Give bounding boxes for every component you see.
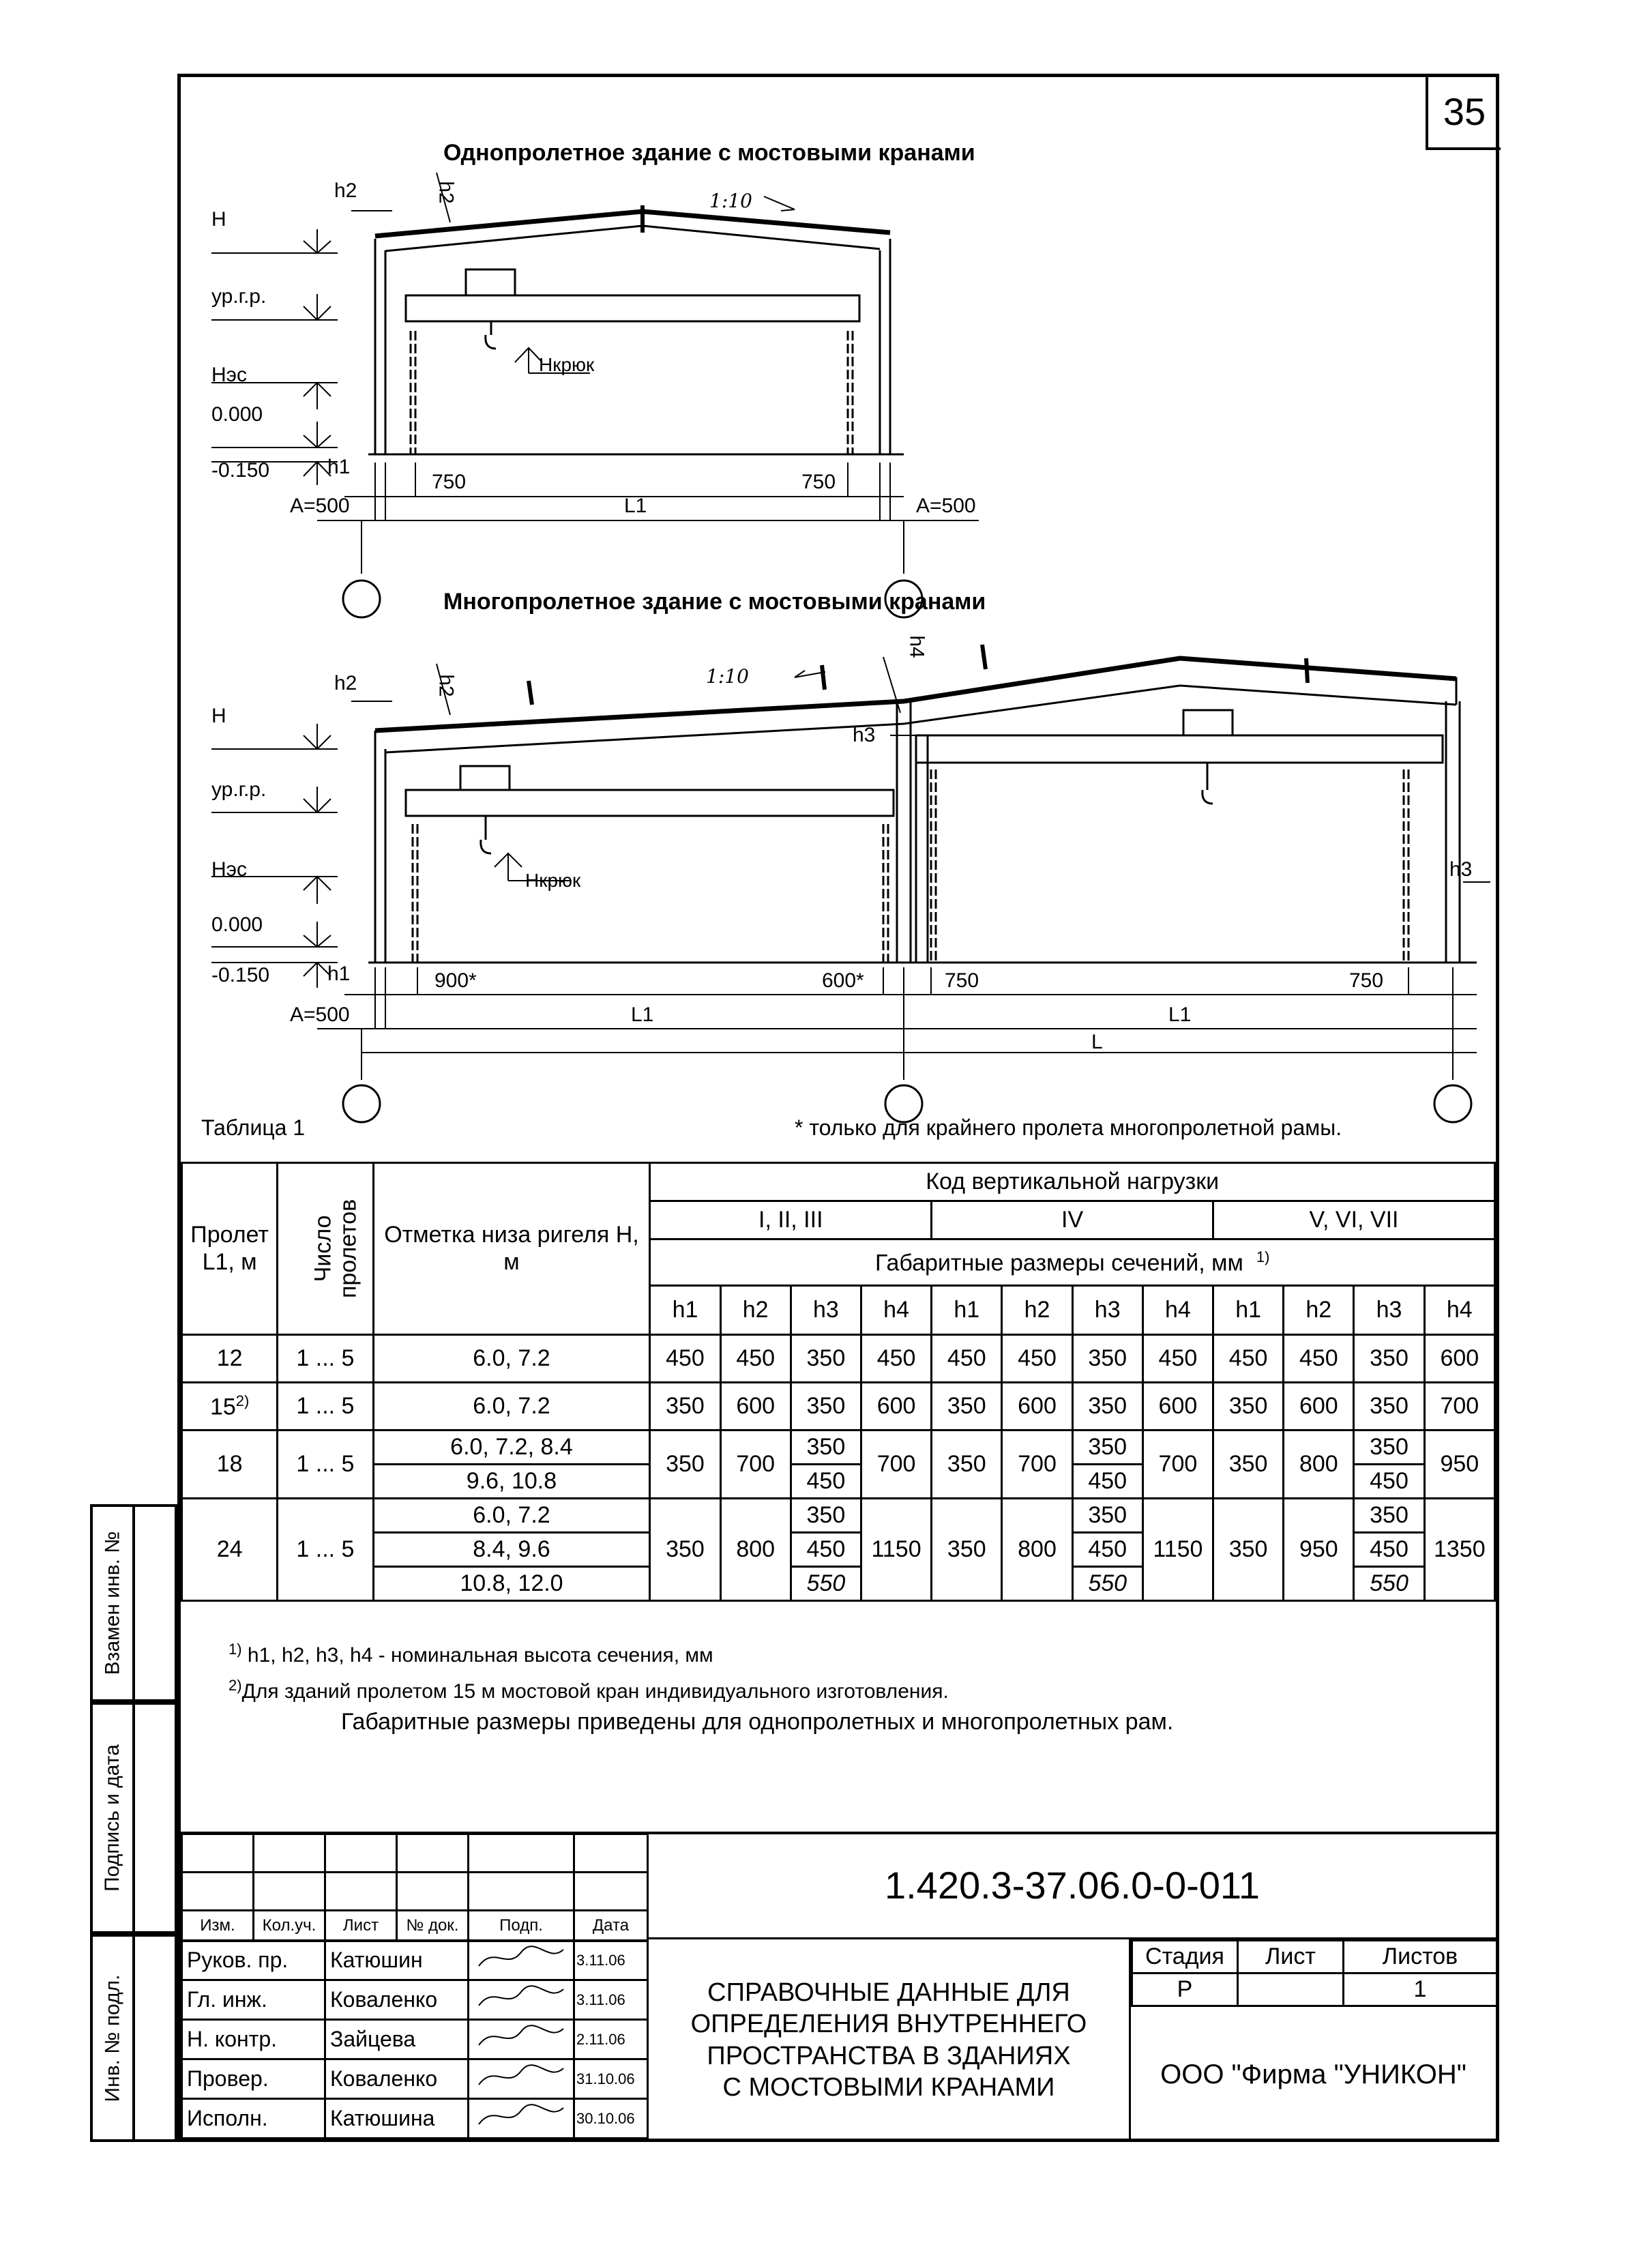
cell-value: 950 — [1424, 1430, 1494, 1499]
cell-value: 550 — [791, 1567, 861, 1601]
document-title: СПРАВОЧНЫЕ ДАННЫЕ ДЛЯ ОПРЕДЕЛЕНИЯ ВНУТРЕННЕГО ПРОСТРАНСТВА В ЗДАНИЯХ С МОСТОВЫМИ КРАНАМИ — [647, 1939, 1131, 2141]
cell-value: 600 — [1142, 1383, 1213, 1430]
cell-value: 600 — [1284, 1383, 1354, 1430]
dim2-750-left: 750 — [945, 969, 979, 992]
signature-mark — [469, 1980, 574, 2020]
sign-date: 31.10.06 — [574, 2059, 648, 2099]
cell-value: 450 — [791, 1465, 861, 1499]
label-h1: h1 — [327, 456, 351, 478]
label2-h2a: h2 — [334, 672, 357, 694]
column-header-9: h1 — [1213, 1286, 1284, 1335]
cell-value: 450 — [1142, 1335, 1213, 1383]
cell-value: 450 — [650, 1335, 720, 1383]
dimensions-table — [181, 1162, 1496, 1602]
column-header-3: h3 — [791, 1286, 861, 1335]
revision-header-2: Кол.уч. — [254, 1911, 325, 1941]
cell-value: 450 — [1354, 1533, 1424, 1567]
revision-table — [181, 1833, 649, 1942]
signature-row — [182, 2099, 648, 2139]
signature-row — [182, 2020, 648, 2059]
cell-count: 1 ... 5 — [278, 1383, 373, 1430]
group-1: I, II, III — [650, 1201, 932, 1239]
label-hook: Нкрюк — [539, 354, 595, 375]
cell-height: 10.8, 12.0 — [373, 1567, 650, 1601]
stage-value: Р — [1132, 1973, 1238, 2006]
footnote-star: * только для крайнего пролета многопролетной рамы. — [795, 1115, 1342, 1140]
handwritten-signature-icon — [473, 2022, 569, 2052]
signer-name: Зайцева — [325, 2020, 469, 2059]
dim2-900: 900* — [434, 969, 477, 992]
cell-value: 350 — [650, 1383, 720, 1430]
dim-750-left: 750 — [432, 471, 467, 493]
signer-name: Коваленко — [325, 2059, 469, 2099]
cell-value: 350 — [791, 1335, 861, 1383]
stage-label: Стадия — [1132, 1941, 1238, 1973]
side-sign-label: Подпись и дата — [101, 1744, 123, 1892]
label2-h3b: h3 — [1449, 858, 1473, 881]
signer-role: Н. контр. — [182, 2020, 325, 2059]
dim2-l: L — [1091, 1031, 1103, 1053]
label2-h4: h4 — [905, 635, 928, 658]
revision-header-3: Лист — [325, 1911, 397, 1941]
cell-value: 550 — [1354, 1567, 1424, 1601]
side-inv-label: Инв. № подл. — [101, 1974, 123, 2102]
column-header-6: h2 — [1002, 1286, 1072, 1335]
sheets-label: Листов — [1344, 1941, 1497, 1973]
signatures-table — [181, 1939, 649, 2139]
cell-value: 350 — [1072, 1383, 1142, 1430]
cell-value: 350 — [932, 1383, 1002, 1430]
table-row — [182, 1499, 1495, 1533]
sheet-value — [1238, 1973, 1344, 2006]
label2-H: H — [211, 705, 226, 727]
document-code: 1.420.3-37.06.0-0-011 — [647, 1833, 1496, 1939]
cell-value: 350 — [650, 1430, 720, 1499]
cell-height: 6.0, 7.2, 8.4 — [373, 1430, 650, 1465]
cell-value: 350 — [791, 1383, 861, 1430]
signer-role: Руков. пр. — [182, 1941, 325, 1980]
column-header-4: h4 — [861, 1286, 931, 1335]
cell-value: 350 — [1072, 1499, 1142, 1533]
side-replace-box — [90, 1504, 177, 1702]
cell-value: 350 — [1213, 1430, 1284, 1499]
cell-height: 8.4, 9.6 — [373, 1533, 650, 1567]
cell-span: 24 — [182, 1499, 278, 1601]
header-dims: Габаритные размеры сечений, мм $^{1)}$ — [650, 1239, 1495, 1286]
table-row — [182, 1430, 1495, 1465]
note-3: Габаритные размеры приведены для однопролетных и многопролетных рам. — [341, 1709, 1174, 1735]
cell-value: 1150 — [1142, 1499, 1213, 1601]
company-name: ООО "Фирма "УНИКОН" — [1160, 2059, 1466, 2089]
cell-value: 450 — [1072, 1533, 1142, 1567]
signer-role: Гл. инж. — [182, 1980, 325, 2020]
cell-value: 350 — [650, 1499, 720, 1601]
label2-h3a: h3 — [853, 724, 876, 746]
cell-height: 6.0, 7.2 — [373, 1383, 650, 1430]
side-inv-box — [90, 1934, 177, 2142]
label-slope: 1:10 — [709, 190, 752, 212]
single-span-title: Однопролетное здание с мостовыми кранами — [443, 140, 975, 166]
label2-h1: h1 — [327, 963, 351, 985]
signer-name: Коваленко — [325, 1980, 469, 2020]
cell-count: 1 ... 5 — [278, 1430, 373, 1499]
header-load-code: Код вертикальной нагрузки — [650, 1163, 1495, 1201]
diagrams-area — [181, 77, 1494, 1158]
column-header-2: h2 — [720, 1286, 791, 1335]
column-header-1: h1 — [650, 1286, 720, 1335]
cell-span: 18 — [182, 1430, 278, 1499]
cell-height: 6.0, 7.2 — [373, 1499, 650, 1533]
cell-value: 550 — [1072, 1567, 1142, 1601]
sheets-value: 1 — [1344, 1973, 1497, 2006]
frame-diagrams-svg — [181, 77, 1494, 1158]
crane-trolley — [466, 269, 515, 295]
header-count: Число пролетов — [278, 1163, 373, 1335]
label2-m150: -0.150 — [211, 964, 270, 986]
cell-value: 1150 — [861, 1499, 931, 1601]
label-hes: Нэс — [211, 364, 247, 386]
label-ur: ур.г.р. — [211, 285, 267, 308]
cell-value: 700 — [720, 1430, 791, 1499]
signature-row — [182, 1980, 648, 2020]
cell-height: 9.6, 10.8 — [373, 1465, 650, 1499]
label-h2b: h2 — [434, 181, 458, 204]
stage-table — [1131, 1939, 1498, 2007]
cell-value: 800 — [1284, 1430, 1354, 1499]
table-caption: Таблица 1 — [201, 1115, 306, 1140]
dim2-600: 600* — [822, 969, 864, 992]
cell-count: 1 ... 5 — [278, 1335, 373, 1383]
multispan-middle-column — [897, 701, 928, 963]
group-2: IV — [932, 1201, 1213, 1239]
side-replace-label: Взамен инв. № — [101, 1531, 123, 1675]
cell-value: 450 — [1213, 1335, 1284, 1383]
label-h2a: h2 — [334, 179, 357, 202]
cell-value: 600 — [861, 1383, 931, 1430]
column-header-8: h4 — [1142, 1286, 1213, 1335]
dim-a500-left: A=500 — [290, 495, 350, 517]
dim-750-right: 750 — [801, 471, 836, 493]
cell-value: 1350 — [1424, 1499, 1494, 1601]
dim-a500-right: A=500 — [916, 495, 976, 517]
cell-value: 700 — [1142, 1430, 1213, 1499]
label2-zero: 0.000 — [211, 913, 263, 936]
sign-date: 30.10.06 — [574, 2099, 648, 2139]
cell-value: 450 — [720, 1335, 791, 1383]
label-zero: 0.000 — [211, 403, 263, 426]
table-row — [182, 1383, 1495, 1430]
cell-value: 350 — [1354, 1499, 1424, 1533]
sign-date: 2.11.06 — [574, 2020, 648, 2059]
cell-value: 800 — [1002, 1499, 1072, 1601]
cell-value: 450 — [1284, 1335, 1354, 1383]
cell-value: 350 — [1213, 1499, 1284, 1601]
signer-name: Катюшин — [325, 1941, 469, 1980]
dim2-750-right: 750 — [1349, 969, 1384, 992]
signer-name: Катюшина — [325, 2099, 469, 2139]
cell-value: 450 — [1354, 1465, 1424, 1499]
handwritten-signature-icon — [473, 1982, 569, 2012]
dim2-l1-left: L1 — [631, 1003, 654, 1026]
cell-value: 450 — [1072, 1465, 1142, 1499]
signature-row — [182, 2059, 648, 2099]
header-height: Отметка низа ригеля Н, м — [373, 1163, 650, 1335]
dim-l1: L1 — [624, 495, 647, 517]
handwritten-signature-icon — [473, 2101, 569, 2131]
label2-hook: Нкрюк — [525, 870, 581, 891]
signer-role: Исполн. — [182, 2099, 325, 2139]
multispan-left-column — [375, 731, 385, 963]
cell-value: 450 — [791, 1533, 861, 1567]
revision-header-6: Дата — [574, 1911, 648, 1941]
cell-height: 6.0, 7.2 — [373, 1335, 650, 1383]
cell-value: 700 — [861, 1430, 931, 1499]
signature-mark — [469, 2099, 574, 2139]
cell-value: 350 — [791, 1430, 861, 1465]
cell-value: 350 — [791, 1499, 861, 1533]
handwritten-signature-icon — [473, 1943, 569, 1973]
cell-value: 450 — [932, 1335, 1002, 1383]
cell-value: 700 — [1424, 1383, 1494, 1430]
multispan-right-column — [1446, 701, 1460, 963]
revision-header-1: Изм. — [182, 1911, 254, 1941]
cell-value: 350 — [1072, 1335, 1142, 1383]
crane-girder — [406, 295, 859, 321]
column-header-7: h3 — [1072, 1286, 1142, 1335]
cell-value: 350 — [1354, 1383, 1424, 1430]
signer-role: Провер. — [182, 2059, 325, 2099]
note-2: $^{2)}$Для зданий пролетом 15 м мостовой кран индивидуального изготовления. — [228, 1677, 949, 1703]
label-H: H — [211, 208, 226, 231]
label-m150: -0.150 — [211, 459, 270, 482]
cell-value: 600 — [720, 1383, 791, 1430]
header-span: Пролет L1, м — [182, 1163, 278, 1335]
revision-header-5: Подп. — [469, 1911, 574, 1941]
axis-marker-3 — [343, 1085, 380, 1122]
cell-value: 800 — [720, 1499, 791, 1601]
signature-mark — [469, 2059, 574, 2099]
label2-hes: Нэс — [211, 858, 247, 881]
cell-value: 350 — [932, 1430, 1002, 1499]
sheet-number: 35 — [1426, 75, 1501, 150]
cell-value: 350 — [1354, 1335, 1424, 1383]
signature-row — [182, 1941, 648, 1980]
cell-value: 350 — [1213, 1383, 1284, 1430]
cell-value: 350 — [932, 1499, 1002, 1601]
group-3: V, VI, VII — [1213, 1201, 1495, 1239]
cell-value: 600 — [1002, 1383, 1072, 1430]
cell-value: 350 — [1354, 1430, 1424, 1465]
cell-value: 600 — [1424, 1335, 1494, 1383]
revision-header-4: № док. — [397, 1911, 469, 1941]
column-header-5: h1 — [932, 1286, 1002, 1335]
cell-value: 700 — [1002, 1430, 1072, 1499]
axis-marker-5 — [1434, 1085, 1471, 1122]
column-header-10: h2 — [1284, 1286, 1354, 1335]
cell-span: 12 — [182, 1335, 278, 1383]
signature-mark — [469, 1941, 574, 1980]
side-sign-box — [90, 1702, 177, 1934]
sign-date: 3.11.06 — [574, 1980, 648, 2020]
axis-marker-1 — [343, 581, 380, 617]
cell-value: 450 — [1002, 1335, 1072, 1383]
label2-h2b: h2 — [434, 674, 458, 697]
cell-value: 450 — [861, 1335, 931, 1383]
note-1: $^{1)}$ h1, h2, h3, h4 - номинальная высота сечения, мм — [228, 1641, 713, 1667]
signature-mark — [469, 2020, 574, 2059]
column-header-11: h3 — [1354, 1286, 1424, 1335]
cell-span: 15$^{2)}$ — [182, 1383, 278, 1430]
left-column — [375, 239, 385, 454]
dim2-a500: A=500 — [290, 1003, 350, 1026]
table-row — [182, 1335, 1495, 1383]
dim2-l1-right: L1 — [1168, 1003, 1192, 1026]
right-column — [880, 239, 890, 454]
multi-span-title: Многопролетное здание с мостовыми кранами — [443, 589, 986, 615]
column-header-12: h4 — [1424, 1286, 1494, 1335]
label2-ur: ур.г.р. — [211, 778, 267, 801]
cell-value: 950 — [1284, 1499, 1354, 1601]
handwritten-signature-icon — [473, 2061, 569, 2092]
label2-slope: 1:10 — [706, 665, 749, 688]
sign-date: 3.11.06 — [574, 1941, 648, 1980]
sheet-label: Лист — [1238, 1941, 1344, 1973]
cell-count: 1 ... 5 — [278, 1499, 373, 1601]
cell-value: 350 — [1072, 1430, 1142, 1465]
roof-top — [375, 211, 890, 236]
